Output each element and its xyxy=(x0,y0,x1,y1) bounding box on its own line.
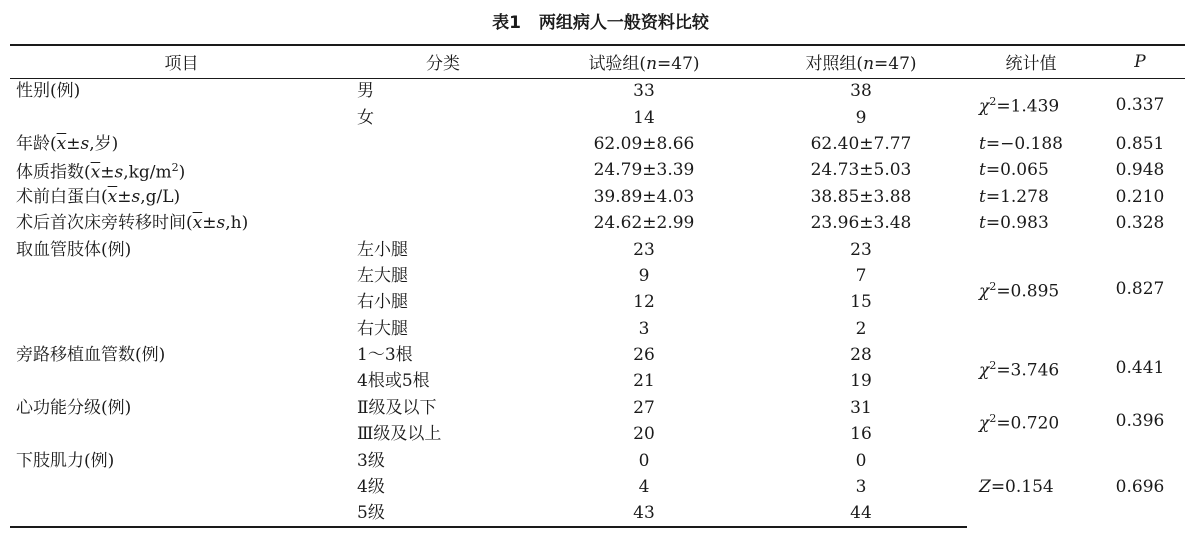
category-cell: 1～3根 xyxy=(357,345,413,366)
table-row xyxy=(10,131,1185,157)
category-cell: 左小腿 xyxy=(357,239,408,260)
control-value: 3 xyxy=(855,477,867,498)
table-row xyxy=(10,447,1185,473)
category-cell: 4根或5根 xyxy=(357,371,430,392)
header-item: 项目 xyxy=(10,45,353,78)
table-row xyxy=(10,395,1185,421)
trial-value: 14 xyxy=(633,107,655,128)
control-value: 0 xyxy=(855,450,867,471)
category-cell: 右小腿 xyxy=(357,292,408,313)
category-cell: Ⅲ级及以上 xyxy=(357,424,442,445)
category-cell: Ⅱ级及以下 xyxy=(357,397,437,418)
trial-value: 20 xyxy=(633,424,655,445)
table-row xyxy=(10,342,1185,368)
statistic-value: t=1.278 xyxy=(979,186,1049,207)
header-p-value: P xyxy=(1095,45,1185,78)
row-label: 取血管肢体(例) xyxy=(16,239,132,260)
trial-value: 27 xyxy=(633,397,655,418)
statistic-value: $\chi^2=1.439$ xyxy=(979,95,1060,117)
statistic-value: $\chi^2=3.746$ xyxy=(979,358,1060,381)
category-cell: 右大腿 xyxy=(357,318,408,339)
trial-value: 3 xyxy=(638,318,650,339)
trial-value: 43 xyxy=(533,500,755,526)
control-value: 19 xyxy=(850,371,872,392)
table-row xyxy=(10,210,1185,236)
table-caption xyxy=(0,8,1201,33)
header-category: 分类 xyxy=(353,45,533,78)
p-value: 0.396 xyxy=(1115,411,1165,432)
header-trial-group: 试验组(n=47) xyxy=(533,45,755,78)
p-value: 0.210 xyxy=(1115,186,1165,207)
table-row xyxy=(10,157,1185,183)
row-label: 体质指数$(\overline{x}\pm s,kg/m^2)$ xyxy=(16,161,186,183)
trial-value: 12 xyxy=(633,292,655,313)
row-label: 术前白蛋白$(\overline{x}\pm s,g/L)$ xyxy=(16,186,181,207)
header-statistic: 统计值 xyxy=(967,45,1095,78)
statistic-value: $\chi^2=0.720$ xyxy=(979,411,1060,434)
control-value: 44 xyxy=(755,500,967,526)
trial-value: 21 xyxy=(633,371,655,392)
trial-value: 4 xyxy=(638,477,650,498)
table-row xyxy=(10,78,1185,104)
header-row xyxy=(10,45,1185,78)
control-value: 62.40±7.77 xyxy=(810,133,912,154)
control-value: 15 xyxy=(850,292,872,313)
category-cell: 男 xyxy=(357,81,374,102)
statistic-value: t=−0.188 xyxy=(979,133,1063,154)
row-label: 术后首次床旁转移时间$(\overline{x}\pm s,h)$ xyxy=(16,213,249,234)
p-value: 0.827 xyxy=(1115,279,1165,300)
control-value: 16 xyxy=(850,424,872,445)
p-value: 0.337 xyxy=(1115,94,1165,115)
category-cell: 4级 xyxy=(357,477,385,498)
category-cell: 女 xyxy=(357,107,374,128)
trial-value: 26 xyxy=(633,345,655,366)
trial-value: 9 xyxy=(638,265,650,286)
control-value: 7 xyxy=(855,265,867,286)
category-cell: 3级 xyxy=(357,450,385,471)
category-cell: 5级 xyxy=(353,500,533,526)
comparison-table xyxy=(10,44,1185,528)
header-control-group: 对照组(n=47) xyxy=(755,45,967,78)
table-title: 两组病人一般资料比较 xyxy=(538,13,709,33)
trial-value: 0 xyxy=(638,450,650,471)
trial-value: 24.79±3.39 xyxy=(593,160,695,181)
table-row xyxy=(10,236,1185,262)
row-label: 心功能分级(例) xyxy=(16,397,132,418)
category-cell: 左大腿 xyxy=(357,265,408,286)
control-value: 24.73±5.03 xyxy=(810,160,912,181)
row-label: 旁路移植血管数(例) xyxy=(16,345,166,366)
control-value: 31 xyxy=(850,397,872,418)
control-value: 38 xyxy=(850,81,872,102)
row-label: 性别(例) xyxy=(16,81,81,102)
row-label: 下肢肌力(例) xyxy=(16,450,115,471)
trial-value: 24.62±2.99 xyxy=(593,213,695,234)
trial-value: 33 xyxy=(633,81,655,102)
statistic-value: Z=0.154 xyxy=(979,477,1054,498)
p-value: 0.328 xyxy=(1115,213,1165,234)
statistic-value: t=0.983 xyxy=(979,213,1049,234)
statistic-value: t=0.065 xyxy=(979,160,1049,181)
p-value: 0.851 xyxy=(1115,133,1165,154)
row-label: 年龄($\overline{x}\pm s$,岁) xyxy=(16,133,119,154)
statistic-value: $\chi^2=0.895$ xyxy=(979,279,1060,302)
control-value: 28 xyxy=(850,345,872,366)
p-value: 0.948 xyxy=(1115,160,1165,181)
trial-value: 39.89±4.03 xyxy=(593,186,695,207)
control-value: 23 xyxy=(850,239,872,260)
control-value: 9 xyxy=(855,107,867,128)
p-value: 0.441 xyxy=(1115,358,1165,379)
control-value: 2 xyxy=(855,318,867,339)
trial-value: 62.09±8.66 xyxy=(593,133,695,154)
table-row xyxy=(10,184,1185,210)
p-value: 0.696 xyxy=(1115,477,1165,498)
control-value: 23.96±3.48 xyxy=(810,213,912,234)
table-number: 表1 xyxy=(492,13,521,33)
control-value: 38.85±3.88 xyxy=(810,186,912,207)
trial-value: 23 xyxy=(633,239,655,260)
